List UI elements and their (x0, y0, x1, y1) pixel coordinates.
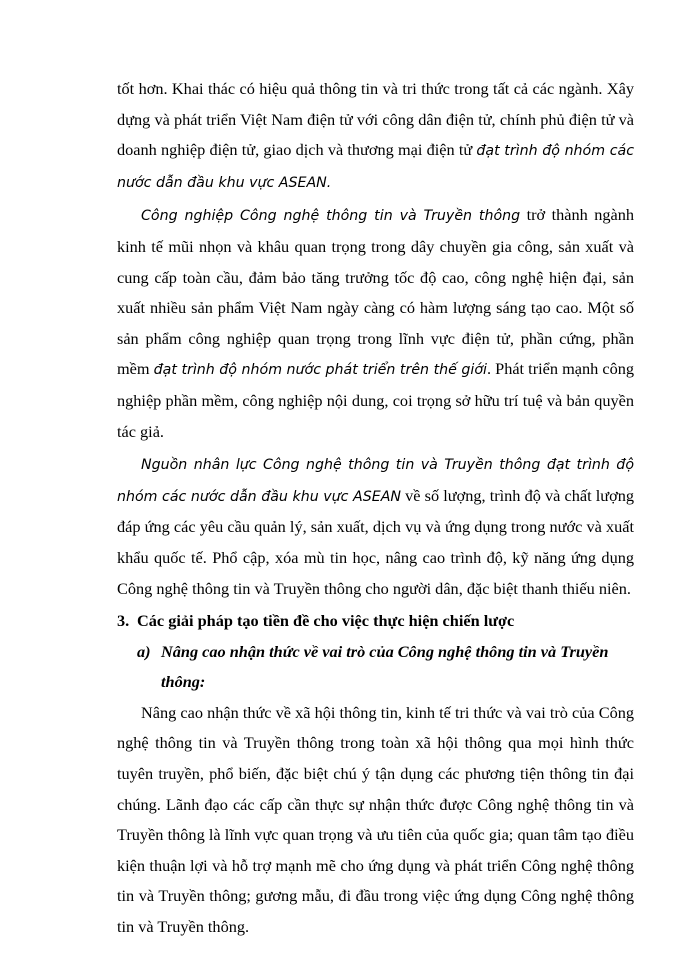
paragraph-2-italic-2: đạt trình độ nhóm nước phát triển trên thế giới (153, 362, 487, 379)
subsection-letter: a) (137, 641, 151, 661)
subsection-heading (137, 637, 634, 698)
subsection-title: Nâng cao nhận thức về vai trò của Công nghệ thông tin và Truyền thông: (161, 641, 609, 692)
paragraph-3-italic: Nguồn nhân lực Công nghệ thông tin và Truyền thông đạt trình độ nhóm các nước dẫn đầu khu vực ASEAN (117, 457, 634, 505)
paragraph-3-text: về số lượng, trình độ và chất lượng đáp ứng các yêu cầu quản lý, sản xuất, dịch vụ và ứng dụng trong nước và xuất khẩu quốc tế. Phổ cập, xóa mù tin học, nâng cao trình độ, kỹ năng ứng dụng Công nghệ thông tin và Truyền thông cho người dân, đặc biệt thanh thiếu niên. (117, 485, 634, 598)
paragraph-2 (117, 200, 634, 447)
paragraph-1 (117, 74, 634, 198)
section-title: Các giải pháp tạo tiền đề cho việc thực hiện chiến lược (137, 611, 515, 631)
paragraph-2-after: . Phát triển mạnh công nghiệp phần mềm, công nghiệp nội dung, coi trọng sở hữu trí tuệ và bản quyền tác giả. (117, 359, 635, 441)
paragraph-4-text: Nâng cao nhận thức về xã hội thông tin, kinh tế tri thức và vai trò của Công nghệ thông tin và Truyền thông trong toàn xã hội thông qua mọi hình thức tuyên truyền, phổ biến, đặc biệt chú ý tận dụng các phương tiện thông tin đại chúng. Lãnh đạo các cấp cần thực sự nhận thức được Công nghệ thông tin và Truyền thông là lĩnh vực quan trọng và ưu tiên của quốc gia; quan tâm tạo điều kiện thuận lợi và hỗ trợ mạnh mẽ cho ứng dụng và phát triển Công nghệ thông tin và Truyền thông; gương mẫu, đi đầu trong việc ứng dụng Công nghệ thông tin và Truyền thông. (117, 702, 634, 937)
paragraph-3 (117, 449, 634, 604)
section-number: 3. (117, 611, 130, 631)
section-heading (117, 606, 634, 637)
paragraph-2-italic: Công nghiệp Công nghệ thông tin và Truyền thông (141, 208, 521, 225)
paragraph-1-text: tốt hơn. Khai thác có hiệu quả thông tin và tri thức trong tất cả các ngành. Xây dựng và phát triển Việt Nam điện tử với công dân điện tử, chính phủ điện tử và doanh nghiệp điện tử, giao dịch và thương mại điện tử (117, 79, 634, 160)
paragraph-4 (117, 698, 634, 943)
paragraph-2-text: trở thành ngành kinh tế mũi nhọn và khâu quan trọng trong dây chuyền gia công, sản xuất và cung cấp toàn cầu, đảm bảo tăng trưởng tốc độ cao, công nghệ hiện đại, sản xuất nhiều sản phẩm Việt Nam ngày càng có hàm lượng sáng tạo cao. Một số sản phẩm công nghiệp quan trọng trong lĩnh vực điện tử, phần cứng, phần mềm (117, 205, 634, 379)
paragraph-1-italic: đạt trình độ nhóm các nước dẫn đầu khu vực ASEAN. (117, 143, 634, 191)
